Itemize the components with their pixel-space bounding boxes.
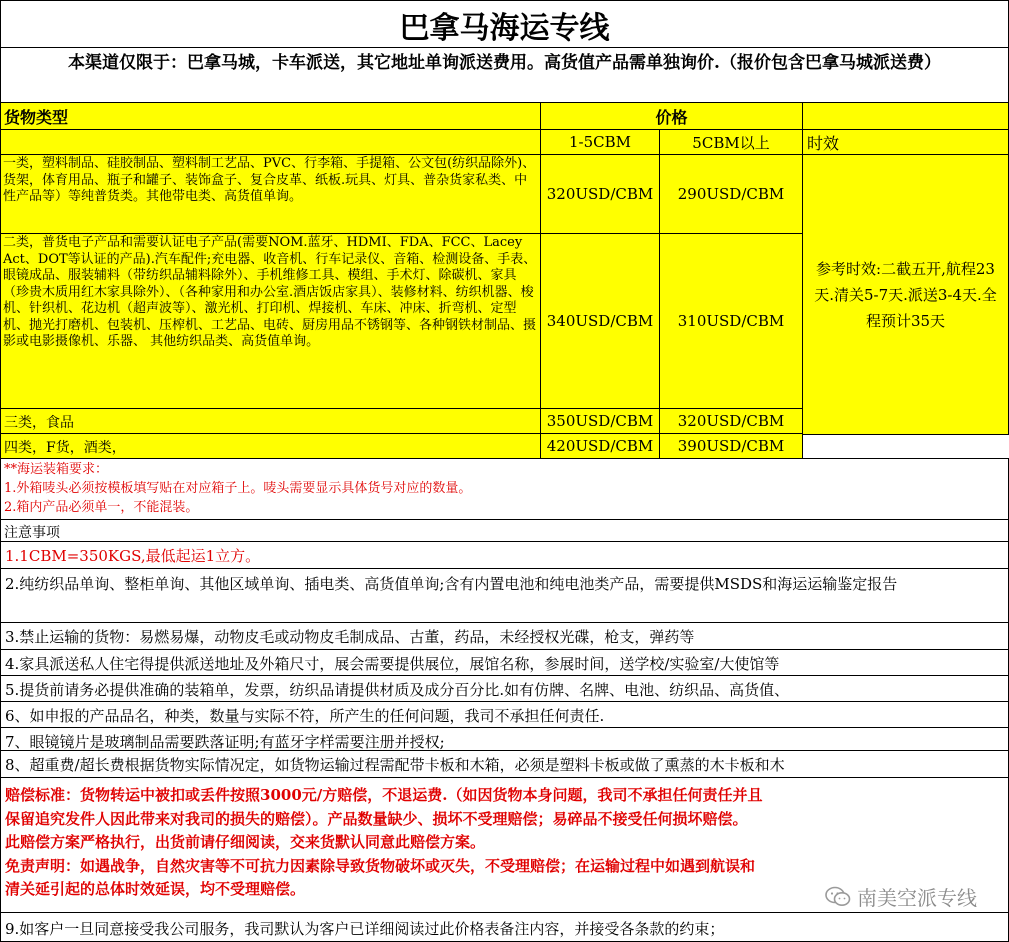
header-category: 货物类型	[0, 102, 541, 130]
header-price: 价格	[540, 102, 803, 130]
note-5: 5.提货前请务必提供准确的装箱单，发票，纺织品请提供材质及成分百分比.如有仿牌、名牌、电池、纺织品、高货值、	[0, 675, 1009, 702]
packing-heading: **海运装箱要求：	[4, 462, 109, 477]
category-cell-3: 三类，食品	[0, 408, 541, 434]
price-cell-1-small: 320USD/CBM	[540, 154, 660, 234]
price-cell-4-large: 390USD/CBM	[659, 433, 803, 459]
page-title: 巴拿马海运专线	[0, 0, 1009, 48]
price-cell-2-large: 310USD/CBM	[659, 233, 803, 409]
note-9: 9.如客户一旦同意接受我公司服务，我司默认为客户已详细阅读过此价格表备注内容，并接受各条款的约束；	[0, 912, 1009, 942]
disclaimer-line-1: 免责声明：如遇战争，自然灾害等不可抗力因素除导致货物破坏或灭失，不受理赔偿；在运输过程中如遇到航误和	[5, 856, 756, 875]
subheader-blank	[0, 129, 541, 155]
note-6: 6、如申报的产品品名，种类，数量与实际不符，所产生的任何问题，我司不承担任何责任.	[0, 701, 1009, 728]
category-cell-2: 二类，普货电子产品和需要认证电子产品(需要NOM.蓝牙、HDMI、FDA、FCC、Lacey Act、DOT等认证的产品).汽车配件;充电器、收音机、行车记录仪、音箱、检测设备、手表、眼镜成品、服装辅料（带纺织品辅料除外）、手机维修工具、模组、手术灯、除碳机、家具（珍贵木质用红木家具除外）、（各种家用和办公室.酒店饭店家具）、装修材料、纺织机器、梭机、针织机、花边机（超声波等）、激光机、打印机、焊接机、车床、冲床、折弯机、定型机、抛光打磨机、包装机、压榨机、工艺品、电砖、厨房用品不锈钢等、各种钢铁材制品、摄影或电影摄像机、乐器、 其他纺织品类、高货值单询。	[0, 233, 541, 409]
price-cell-4-small: 420USD/CBM	[540, 433, 660, 459]
price-cell-3-large: 320USD/CBM	[659, 408, 803, 434]
watermark-text: 南美空派专线	[857, 886, 977, 910]
price-cell-2-small: 340USD/CBM	[540, 233, 660, 409]
price-cell-3-small: 350USD/CBM	[540, 408, 660, 434]
wechat-watermark	[825, 882, 977, 911]
category-cell-4: 四类，F货，酒类，	[0, 433, 541, 459]
compensation-line-1: 赔偿标准：货物转运中被扣或丢件按照3000元/方赔偿，不退运费.（如因货物本身问题，我司不承担任何责任并且	[5, 786, 763, 804]
notes-heading: 注意事项	[0, 519, 1009, 542]
note-7: 7、眼镜镜片是玻璃制品需要跌落证明;有蓝牙字样需要注册并授权;	[0, 727, 1009, 751]
wechat-icon	[825, 886, 851, 908]
header-range-5cbm-plus: 5CBM以上	[659, 129, 803, 155]
disclaimer-line-2: 清关延引起的总体时效延误，均不受理赔偿。	[5, 880, 306, 898]
packing-requirements	[0, 458, 1009, 520]
compensation-line-2: 保留追究发件人因此带来对我司的损失的赔偿）。产品数量缺少、损坏不受理赔偿；易碎品不接受任何损坏赔偿。	[5, 809, 748, 828]
note-3: 3.禁止运输的货物：易燃易爆，动物皮毛或动物皮毛制成品、古董，药品，未经授权光碟，枪支，弹药等	[0, 622, 1009, 650]
channel-scope-note: 本渠道仅限于：巴拿马城，卡车派送，其它地址单询派送费用。高货值产品需单独询价.（报价包含巴拿马城派送费）	[0, 47, 1009, 103]
note-2: 2.纯纺织品单询、整柜单询、其他区域单询、插电类、高货值单询;含有内置电池和纯电池类产品，需要提供MSDS和海运运输鉴定报告	[0, 568, 1009, 623]
category-cell-1: 一类，塑料制品、硅胶制品、塑料制工艺品、PVC、行李箱、手提箱、公文包(纺织品除外)、货架，体育用品、瓶子和罐子、装饰盒子、复合皮革、纸板.玩具、灯具、普杂货家私类、中性产品等）等纯普货类。其他带电类、高货值单询。	[0, 154, 541, 234]
header-range-1-5cbm: 1-5CBM	[540, 129, 660, 155]
note-4: 4.家具派送私人住宅得提供派送地址及外箱尺寸，展会需要提供展位，展馆名称，参展时间，送学校/实验室/大使馆等	[0, 649, 1009, 676]
header-transit-time: 时效	[802, 129, 1009, 155]
packing-line-2: 2.箱内产品必须单一，不能混装。	[4, 500, 199, 515]
compensation-line-3: 此赔偿方案严格执行，出货前请仔细阅读，交来货默认同意此赔偿方案。	[5, 833, 486, 851]
header-blank	[802, 102, 1009, 130]
packing-line-1: 1.外箱唛头必须按模板填写贴在对应箱子上。唛头需要显示具体货号对应的数量。	[4, 481, 472, 496]
note-8: 8、超重费/超长费根据货物实际情况定，如货物运输过程需配带卡板和木箱，必须是塑料卡板或做了熏蒸的木卡板和木	[0, 750, 1009, 778]
transit-time-cell: 参考时效:二截五开,航程23天.清关5-7天.派送3-4天.全程预计35天	[802, 154, 1009, 435]
price-cell-1-large: 290USD/CBM	[659, 154, 803, 234]
note-1: 1.1CBM=350KGS,最低起运1立方。	[0, 541, 1009, 569]
